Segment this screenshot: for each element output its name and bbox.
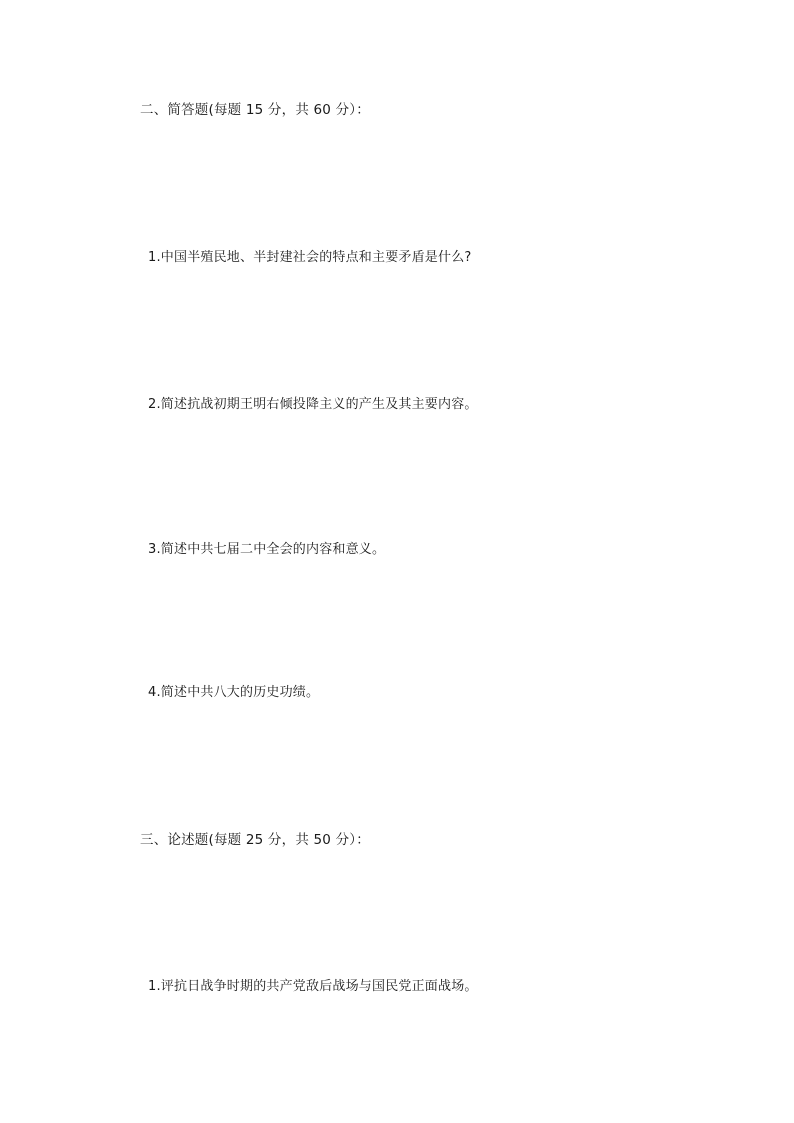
section-heading-two: 二、简答题(每题 15 分，共 60 分）：	[140, 102, 370, 118]
question-item: 4.简述中共八大的历史功绩。	[148, 685, 320, 700]
question-item: 1.评抗日战争时期的共产党敌后战场与国民党正面战场。	[148, 979, 478, 994]
question-item: 1.中国半殖民地、半封建社会的特点和主要矛盾是什么?	[148, 250, 472, 265]
question-item: 3.简述中共七届二中全会的内容和意义。	[148, 542, 386, 557]
section-heading-three: 三、论述题(每题 25 分，共 50 分）：	[140, 832, 370, 848]
question-item: 2.简述抗战初期王明右倾投降主义的产生及其主要内容。	[148, 397, 478, 412]
